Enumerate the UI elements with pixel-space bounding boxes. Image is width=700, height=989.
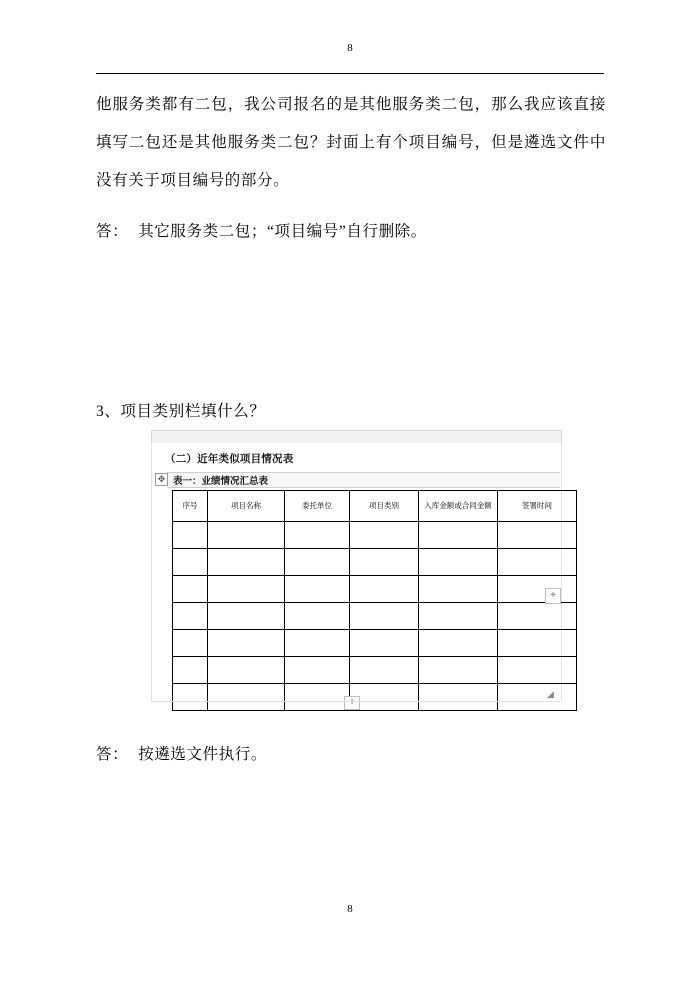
cell xyxy=(208,684,285,711)
cell xyxy=(350,657,419,684)
cell xyxy=(173,684,208,711)
answer-1-text: 其它服务类二包；“项目编号”自行删除。 xyxy=(138,223,427,240)
column-header-amount: 入库金额或合同金额 xyxy=(419,491,498,522)
cell xyxy=(350,549,419,576)
cell xyxy=(285,549,350,576)
cell xyxy=(208,549,285,576)
table-row xyxy=(173,576,577,603)
cell xyxy=(208,522,285,549)
cell xyxy=(208,657,285,684)
performance-summary-table xyxy=(172,490,577,711)
page-header-number: 8 xyxy=(347,42,353,54)
cell xyxy=(285,684,350,711)
table-row xyxy=(173,549,577,576)
resize-grip-icon[interactable]: ◢ xyxy=(547,689,554,699)
header-divider xyxy=(96,73,604,74)
cell xyxy=(419,630,498,657)
cell xyxy=(498,549,577,576)
cell xyxy=(419,576,498,603)
cell xyxy=(419,657,498,684)
column-header-sign-date: 签署时间 xyxy=(498,491,577,522)
cell xyxy=(498,576,577,603)
column-header-project-category: 项目类别 xyxy=(350,491,419,522)
cell xyxy=(173,630,208,657)
section-caption: （二）近年类似项目情况表 xyxy=(165,453,294,465)
cell xyxy=(350,630,419,657)
table-row xyxy=(173,522,577,549)
cell xyxy=(173,657,208,684)
paragraph-answer-2 xyxy=(96,736,606,774)
cell xyxy=(419,603,498,630)
table-row xyxy=(173,630,577,657)
cell xyxy=(208,576,285,603)
move-cross-icon[interactable]: ✥ xyxy=(155,473,168,486)
cell xyxy=(350,603,419,630)
answer-2-text: 按遴选文件执行。 xyxy=(138,746,268,763)
cell xyxy=(498,603,577,630)
cell xyxy=(208,603,285,630)
cell xyxy=(208,630,285,657)
cell xyxy=(285,522,350,549)
answer-1-label: 答： xyxy=(96,223,129,240)
paragraph-question-continuation: 他服务类都有二包，我公司报名的是其他服务类二包，那么我应该直接填写二包还是其他服务类二包？封面上有个项目编号，但是遴选文件中没有关于项目编号的部分。 xyxy=(96,96,606,189)
cell xyxy=(498,630,577,657)
cell xyxy=(350,576,419,603)
screenshot-bottom-divider xyxy=(151,701,560,702)
column-header-project-name: 项目名称 xyxy=(208,491,285,522)
cell xyxy=(419,684,498,711)
table-title: 表一：业绩情况汇总表 xyxy=(173,476,269,487)
paragraph-question-3: 3、项目类别栏填什么？ xyxy=(96,403,266,420)
cell xyxy=(419,549,498,576)
cell xyxy=(285,657,350,684)
cell xyxy=(173,549,208,576)
add-row-button[interactable]: + xyxy=(344,696,360,710)
answer-2-label: 答： xyxy=(96,746,129,763)
column-header-seq: 序号 xyxy=(173,491,208,522)
cell xyxy=(498,657,577,684)
table-header-row xyxy=(173,491,577,522)
cell xyxy=(350,522,419,549)
cell xyxy=(285,576,350,603)
cell xyxy=(285,630,350,657)
cell xyxy=(285,603,350,630)
table-row xyxy=(173,684,577,711)
cell xyxy=(173,603,208,630)
cell xyxy=(498,684,577,711)
add-column-button[interactable]: + xyxy=(545,588,561,604)
table-row xyxy=(173,603,577,630)
table-row xyxy=(173,657,577,684)
paragraph-answer-1 xyxy=(96,213,606,251)
cell xyxy=(173,576,208,603)
column-header-client: 委托单位 xyxy=(285,491,350,522)
cell xyxy=(173,522,208,549)
cell xyxy=(498,522,577,549)
embedded-screenshot xyxy=(141,430,560,712)
page-footer-number: 8 xyxy=(347,903,353,915)
cell xyxy=(419,522,498,549)
